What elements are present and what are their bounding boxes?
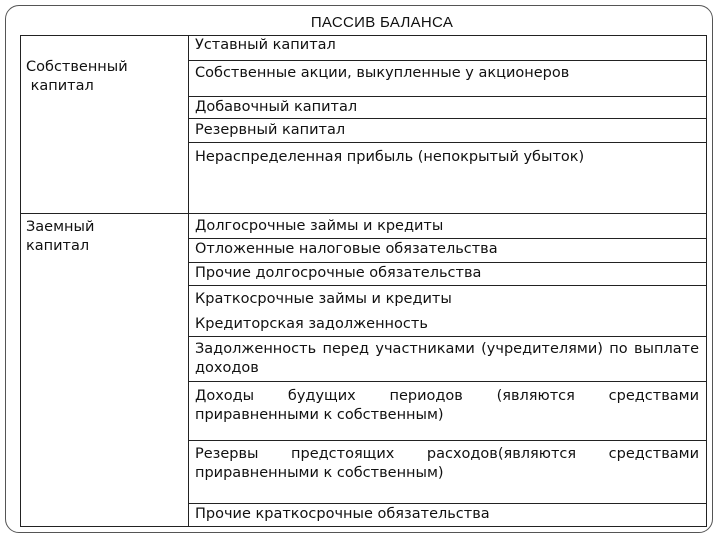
table-row: Прочие долгосрочные обязательства	[188, 263, 707, 286]
table-row: Кредиторская задолженность	[188, 310, 707, 337]
category-equity	[26, 58, 176, 96]
category-debt	[26, 218, 176, 256]
category-label: капитал	[26, 238, 90, 254]
category-label: капитал	[26, 78, 94, 94]
table-row: Резервный капитал	[188, 119, 707, 143]
table-row: Добавочный капитал	[188, 97, 707, 119]
table-row: Уставный капитал	[188, 36, 707, 61]
table-row: Долгосрочные займы и кредиты	[188, 214, 707, 239]
table-row: Задолженность перед участниками (учредителями) по выплате доходов	[188, 337, 707, 382]
table-row: Прочие краткосрочные обязательства	[195, 506, 490, 522]
table-row: Нераспределенная прибыль (непокрытый убыток)	[195, 149, 585, 165]
table-row: Собственные акции, выкупленные у акционеров	[188, 61, 707, 97]
table-row: Отложенные налоговые обязательства	[188, 239, 707, 263]
table-row: Краткосрочные займы и кредиты	[195, 291, 452, 307]
page-title: ПАССИВ БАЛАНСА	[310, 14, 454, 31]
category-label: Собственный	[26, 59, 128, 75]
category-label: Заемный	[26, 219, 95, 235]
table-row: Резервы предстоящих расходов(являются средствами приравненными к собственным)	[188, 441, 707, 504]
table-row: Доходы будущих периодов (являются средствами приравненными к собственным)	[188, 382, 707, 441]
